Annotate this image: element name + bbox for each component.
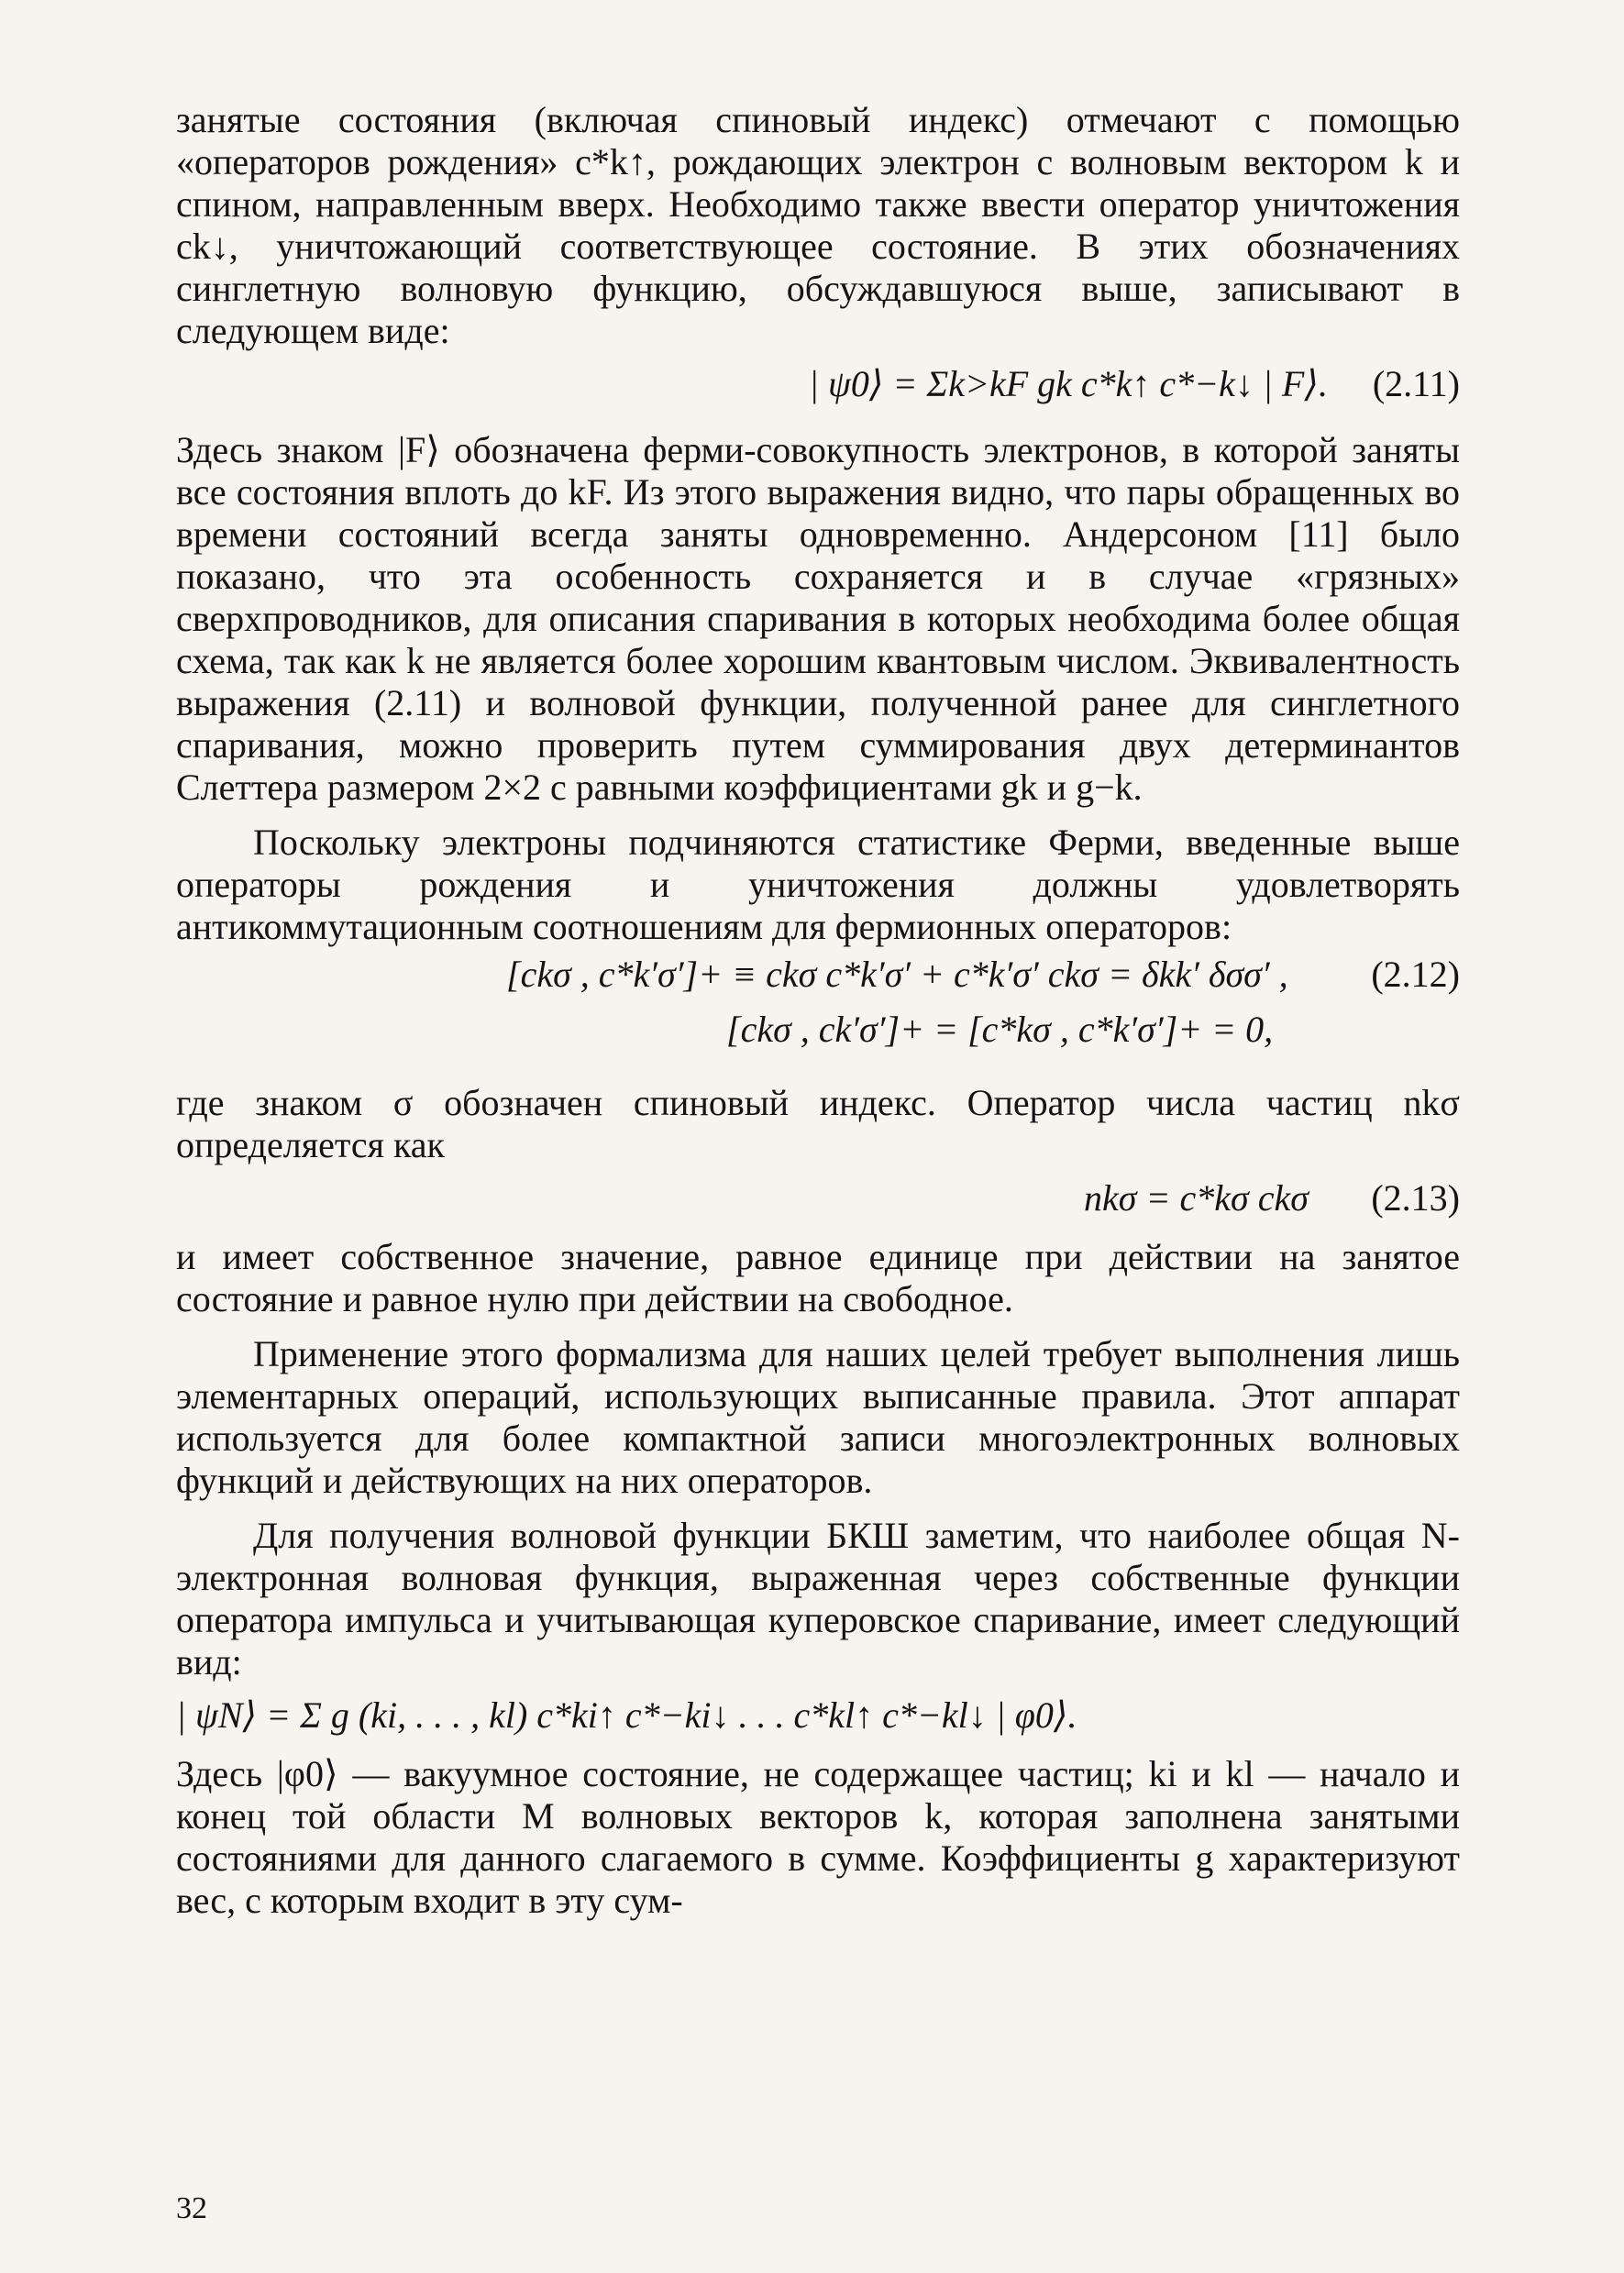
equation-2-13-formula: nkσ = c*kσ ckσ bbox=[1084, 1177, 1309, 1219]
equation-2-12-line2: [ckσ , ck′σ′]+ = [c*kσ , c*k′σ′]+ = 0, bbox=[726, 1009, 1274, 1050]
equation-2-13 bbox=[176, 1172, 1460, 1230]
equation-2-12-line1: [ckσ , c*k′σ′]+ ≡ ckσ c*k′σ′ + c*k′σ′ ckσ = δkk′ δσσ′ , bbox=[506, 954, 1288, 995]
equation-2-11-formula: | ψ0⟩ = Σk>kF gk c*k↑ c*−k↓ | F⟩. bbox=[809, 363, 1328, 404]
paragraph-6: Применение этого формализма для наших целей требует выполнения лишь элементарных операций, использующих выписанные правила. Этот аппарат используется для более компактной записи многоэлектронных волновых функций и действующих на них операторов. bbox=[176, 1333, 1460, 1501]
paragraph-3: Поскольку электроны подчиняются статистике Ферми, введенные выше операторы рождения и уничтожения должны удовлетворять антикоммутационным соотношениям для фермионных операторов: bbox=[176, 822, 1460, 947]
paragraph-4: где знаком σ обозначен спиновый индекс. Оператор числа частиц nkσ определяется как bbox=[176, 1082, 1460, 1165]
paragraph-8: Здесь |φ0⟩ — вакуумное состояние, не содержащее частиц; ki и kl — начало и конец той области M волновых векторов k, которая заполнена занятыми состояниями для данного слагаемого в сумме. Коэффициенты g характеризуют вес, с которым входит в эту сум- bbox=[176, 1753, 1460, 1921]
equation-2-12 bbox=[176, 954, 1460, 1062]
equation-2-13-number: (2.13) bbox=[1371, 1177, 1460, 1219]
equation-2-12-number: (2.12) bbox=[1371, 954, 1460, 995]
paragraph-1: занятые состояния (включая спиновый индекс) отмечают с помощью «операторов рождения» c*k↑, рождающих электрон с волновым вектором k и спином, направленным вверх. Необходимо также ввести оператор уничтожения ck↓, уничтожающий соответствующее состояние. В этих обозначениях синглетную волновую функцию, обсуждавшуюся выше, записывают в следующем виде: bbox=[176, 99, 1460, 351]
paragraph-7: Для получения волновой функции БКШ заметим, что наиболее общая N-электронная волновая функция, выраженная через собственные функции оператора импульса и учитывающая куперовское спаривание, имеет следующий вид: bbox=[176, 1515, 1460, 1683]
page-body bbox=[176, 99, 1460, 1922]
equation-n-electron bbox=[176, 1689, 1460, 1748]
equation-n-electron-formula: | ψN⟩ = Σ g (ki, . . . , kl) c*ki↑ c*−ki↓ . . . c*kl↑ c*−kl↓ | φ0⟩. bbox=[176, 1694, 1077, 1736]
equation-2-11 bbox=[176, 358, 1460, 416]
page-number: 32 bbox=[176, 2191, 207, 2225]
paragraph-5: и имеет собственное значение, равное единице при действии на занятое состояние и равное нулю при действии на свободное. bbox=[176, 1236, 1460, 1319]
paragraph-2: Здесь знаком |F⟩ обозначена ферми-совокупность электронов, в которой заняты все состояния вплоть до kF. Из этого выражения видно, что пары обращенных во времени состояний всегда заняты одновременно. Андерсоном [11] было показано, что эта особенность сохраняется и в случае «грязных» сверхпроводников, для описания спаривания в которых необходима более общая схема, так как k не является более хорошим квантовым числом. Эквивалентность выражения (2.11) и волновой функции, полученной ранее для синглетного спаривания, можно проверить путем суммирования двух детерминантов Слеттера размером 2×2 с равными коэффициентами gk и g−k. bbox=[176, 429, 1460, 808]
equation-2-11-number: (2.11) bbox=[1372, 363, 1460, 404]
